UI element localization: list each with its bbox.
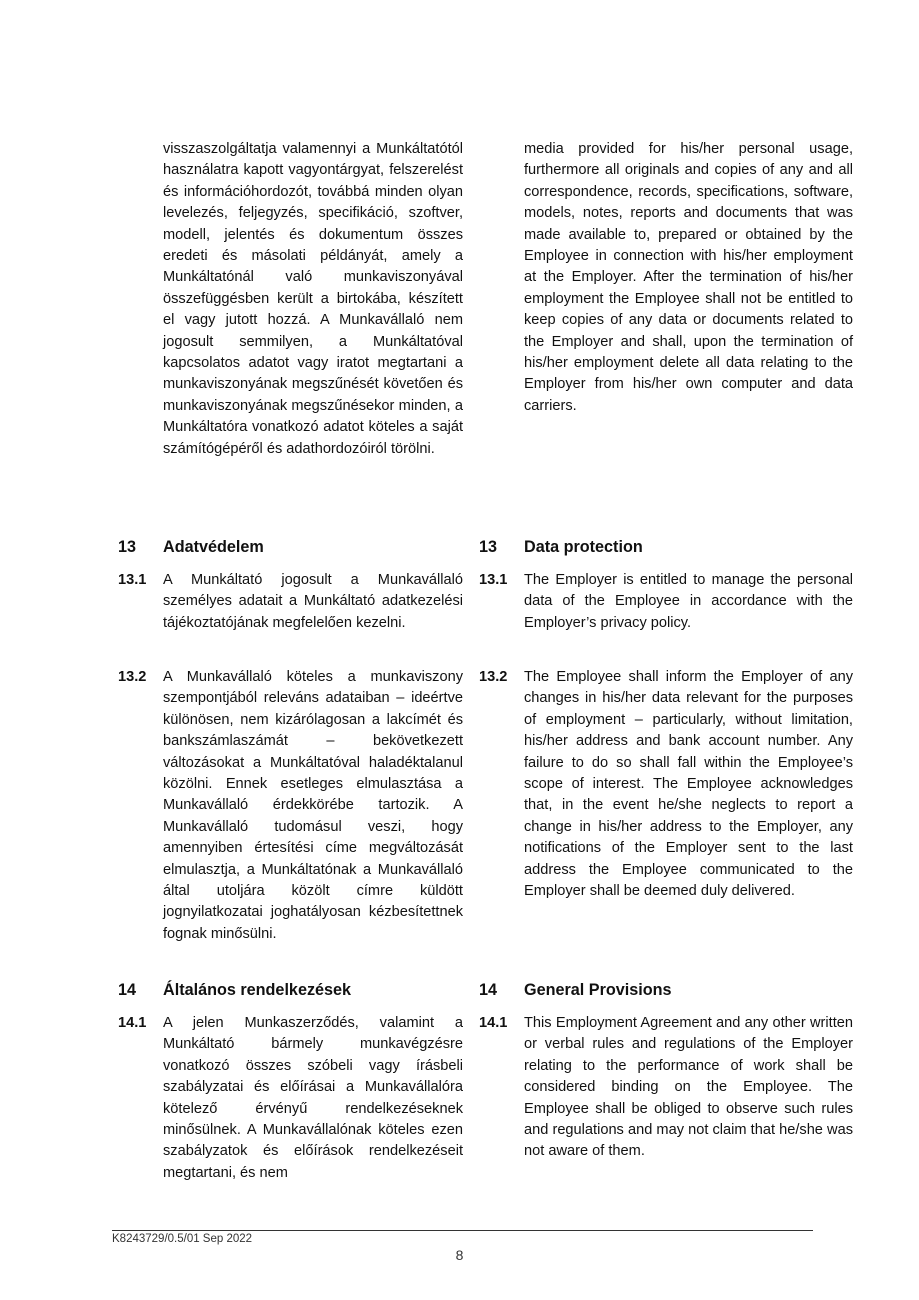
clause-13-2-en <box>479 667 853 902</box>
section-number: 14 <box>118 981 137 999</box>
clause-text: The Employee shall inform the Employer of any changes in his/her data relevant for the purposes of employment – particularly, without limitation, his/her address and bank account number. Any failure to do so shall fall within the Employee’s scope of interest. The Employee acknowledges that, in the event he/she neglects to report a change in his/her address to the Employer, any notifications of the Employer sent to the last address the Employee communicated to the Employer shall be deemed duly delivered. <box>524 669 853 900</box>
section-14-heading-hu <box>118 981 351 1000</box>
clause-number: 13.1 <box>118 572 147 588</box>
cont-text-en: media provided for his/her personal usage, furthermore all originals and copies of any and all correspondence, records, specifications, software, models, notes, reports and documents that was made available to, prepared or obtained by the Employee in connection with his/her employment at the Employer. After the termination of his/her employment the Employee shall not be entitled to keep copies of any data or documents related to the Employer and shall, upon the termination of his/her employment delete all data relating to the Employer from his/her own computer and data carriers. <box>524 141 853 414</box>
clause-13-1-en <box>479 570 853 634</box>
section-13-heading-hu <box>118 538 264 557</box>
clause-text: The Employer is entitled to manage the personal data of the Employee in accordance with the Employer’s privacy policy. <box>524 572 853 631</box>
clause-text: A Munkavállaló köteles a munkaviszony szempontjából releváns adataiban – ideértve különösen, nem kizárólagosan a lakcímét és bankszámlaszámát – bekövetkezett változásokat a Munkáltatóval haladéktalanul közölni. Ennek esetleges elmulasztása a Munkavállaló érdekkörébe tartozik. A Munkavállaló tudomásul veszi, hogy amennyiben értesítési címe megváltozását elmulasztja, a Munkáltatónak a Munkavállaló által utoljára közölt címre küldött jognyilatkozatai joghatályosan kézbesítettnek fognak minősülni. <box>163 669 463 942</box>
footer-divider <box>112 1230 813 1231</box>
clause-14-1-en <box>479 1013 853 1163</box>
clause-13-1-hu <box>118 570 463 634</box>
clause-number: 14.1 <box>479 1015 508 1031</box>
section-number: 13 <box>479 538 498 556</box>
clause-13-2-hu <box>118 667 463 945</box>
cont-paragraph-hu <box>118 139 463 460</box>
section-title: Adatvédelem <box>163 538 264 556</box>
clause-number: 14.1 <box>118 1015 147 1031</box>
section-title: Általános rendelkezések <box>163 981 352 999</box>
clause-text: A jelen Munkaszerződés, valamint a Munkáltató bármely munkavégzésre vonatkozó összes szóbeli vagy írásbeli szabályzatai és előírásai a Munkavállalóra kötelező érvényű rendelkezéseknek minősülnek. A Munkavállalónak köteles ezen szabályzatok és előírások rendelkezéseit megtartani, és nem <box>163 1015 463 1181</box>
cont-paragraph-en <box>479 139 853 417</box>
clause-number: 13.2 <box>479 669 508 685</box>
cont-text-hu: visszaszolgáltatja valamennyi a Munkáltatótól használatra kapott vagyontárgyat, felszerelést és információhordozót, továbbá minden olyan levelezés, feljegyzés, specifikáció, szoftver, modell, jelentés és dokumentum összes eredeti és másolati példányát, amely a Munkáltatónál való munkaviszonyával összefüggésben került a birtokába, készített el vagy jutott hozzá. A Munkavállaló nem jogosult semmilyen, a Munkáltatóval kapcsolatos adatot vagy iratot megtartani a munkaviszonyának megszűnését követően és munkaviszonyának megszűnésekor minden, a Munkáltatóra vonatkozó adatot köteles a saját számítógépéről és adathordozóiról törölni. <box>163 141 463 457</box>
clause-14-1-hu <box>118 1013 463 1184</box>
clause-text: A Munkáltató jogosult a Munkavállaló személyes adatait a Munkáltató adatkezelési tájékoztatójának megfelelően kezelni. <box>163 572 463 631</box>
clause-text: This Employment Agreement and any other written or verbal rules and regulations of the Employer relating to the performance of work shall be considered binding on the Employee. The Employee shall be obliged to observe such rules and regulations and may not claim that he/she was not aware of them. <box>524 1015 853 1160</box>
section-13-heading-en <box>479 538 643 557</box>
section-number: 13 <box>118 538 137 556</box>
section-number: 14 <box>479 981 498 999</box>
section-title: General Provisions <box>524 981 672 999</box>
clause-number: 13.2 <box>118 669 147 685</box>
section-14-heading-en <box>479 981 672 1000</box>
clause-number: 13.1 <box>479 572 508 588</box>
document-reference: K8243729/0.5/01 Sep 2022 <box>112 1233 253 1245</box>
page-number: 8 <box>455 1247 464 1263</box>
section-title: Data protection <box>524 538 643 556</box>
